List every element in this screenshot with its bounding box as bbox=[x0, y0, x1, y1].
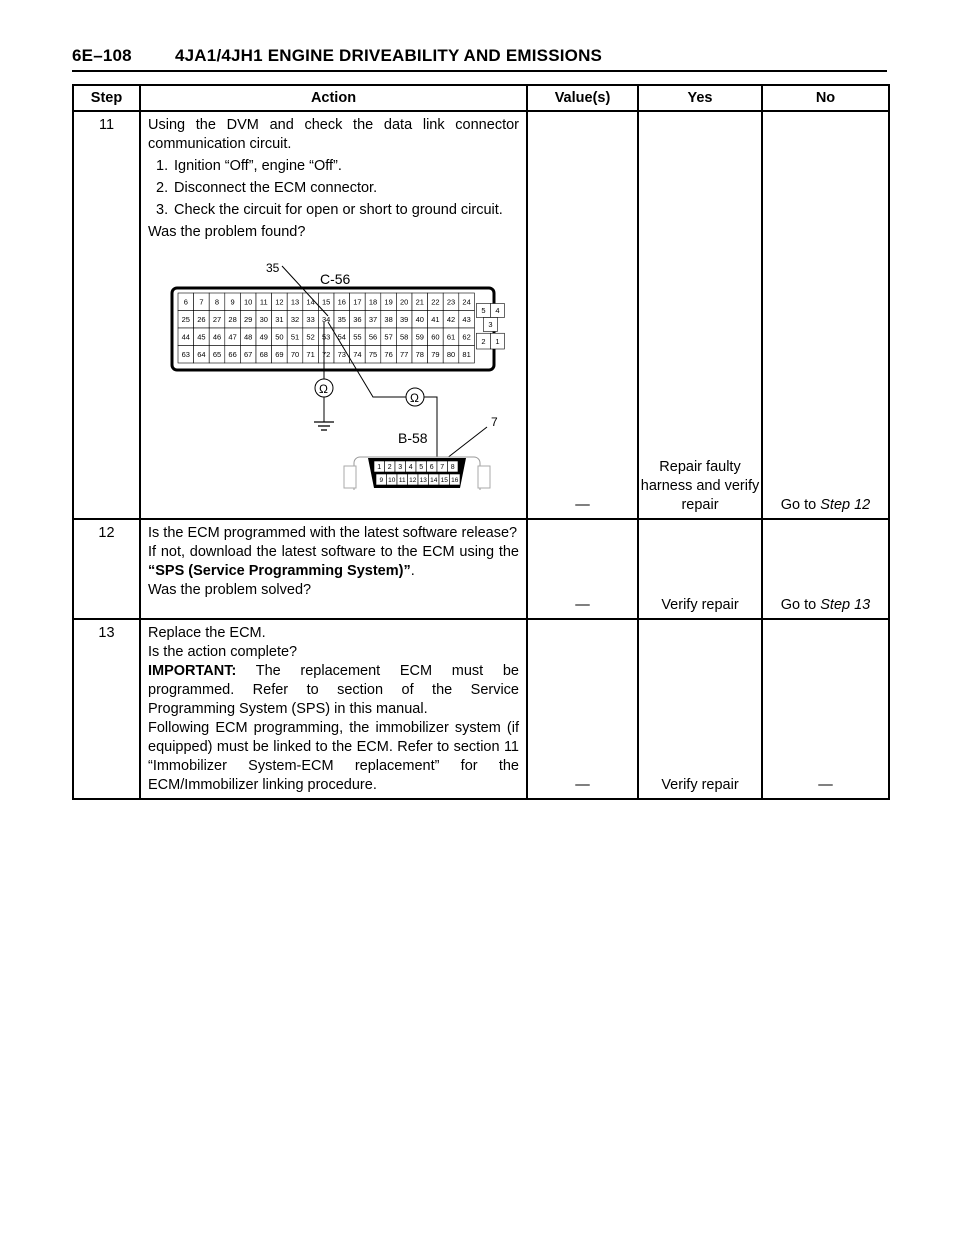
pin-number: 64 bbox=[197, 349, 206, 359]
pin-number: 32 bbox=[290, 314, 300, 324]
pin-number: 12 bbox=[275, 297, 284, 307]
pin-number: 40 bbox=[415, 314, 424, 324]
svg-text:Ω: Ω bbox=[410, 391, 419, 405]
yes-cell: Verify repair bbox=[638, 619, 762, 799]
col-header-no: No bbox=[762, 85, 889, 111]
pin-number: 11 bbox=[259, 297, 268, 307]
action-cell: Is the ECM programmed with the latest software release? If not, download the latest software to the ECM using the “SPS (Service Programming System)”. Was the problem solved? bbox=[140, 519, 527, 619]
pin-number: 66 bbox=[228, 349, 237, 359]
pin-number: 54 bbox=[337, 332, 346, 342]
pin-number: 7 bbox=[440, 464, 445, 472]
pin-number: 75 bbox=[368, 349, 378, 359]
pin-number: 11 bbox=[398, 476, 406, 484]
pin-number: 47 bbox=[228, 332, 237, 342]
col-header-values: Value(s) bbox=[527, 85, 638, 111]
pin-number: 3 bbox=[488, 320, 493, 330]
value-cell: — bbox=[527, 619, 638, 799]
pin-number: 15 bbox=[322, 297, 331, 307]
pin-number: 38 bbox=[384, 314, 393, 324]
pin-number: 3 bbox=[398, 464, 403, 472]
pin-number: 60 bbox=[431, 332, 440, 342]
pin-number: 27 bbox=[212, 314, 222, 324]
pin-number: 16 bbox=[337, 297, 346, 307]
pin-number: 9 bbox=[379, 476, 384, 484]
pin-number: 52 bbox=[306, 332, 315, 342]
pin-number: 24 bbox=[462, 297, 471, 307]
pin-number: 13 bbox=[419, 476, 427, 484]
pin-number: 61 bbox=[446, 332, 456, 342]
dlc-pin-callout: 7 bbox=[491, 415, 498, 429]
yes-cell: Verify repair bbox=[638, 519, 762, 619]
pin-number: 46 bbox=[212, 332, 222, 342]
pin-number: 25 bbox=[181, 314, 190, 324]
pin-number: 34 bbox=[322, 314, 331, 324]
pin-number: 63 bbox=[181, 349, 190, 359]
pin-number: 37 bbox=[368, 314, 378, 324]
table-header-row bbox=[73, 85, 889, 111]
table-row-step-11 bbox=[73, 111, 889, 519]
pin-number: 7 bbox=[199, 297, 204, 307]
action-cell bbox=[140, 111, 527, 519]
action-question: Was the problem solved? bbox=[148, 582, 312, 598]
pin-number: 76 bbox=[384, 349, 393, 359]
pin-number: 56 bbox=[368, 332, 378, 342]
pin-number: 70 bbox=[290, 349, 300, 359]
page-title: 4JA1/4JH1 ENGINE DRIVEABILITY AND EMISSIONS bbox=[175, 46, 603, 65]
pin-number: 62 bbox=[462, 332, 471, 342]
pin-number: 14 bbox=[306, 297, 315, 307]
pin-number: 45 bbox=[197, 332, 206, 342]
pin-number: 33 bbox=[306, 314, 315, 324]
pin-number: 14 bbox=[430, 476, 438, 484]
pin-number: 58 bbox=[400, 332, 409, 342]
pin-number: 29 bbox=[244, 314, 253, 324]
pin-number: 79 bbox=[431, 349, 440, 359]
no-cell: Go to Step 12 bbox=[762, 111, 889, 519]
pin-number: 26 bbox=[197, 314, 206, 324]
pin-number: 43 bbox=[462, 314, 471, 324]
pin-number: 48 bbox=[244, 332, 253, 342]
ecm-pin-callout: 35 bbox=[266, 261, 280, 275]
pin-number: 36 bbox=[353, 314, 362, 324]
pin-number: 19 bbox=[384, 297, 393, 307]
pin-number: 12 bbox=[409, 476, 417, 484]
value-cell: — bbox=[527, 111, 638, 519]
page-header bbox=[72, 44, 887, 72]
pin-number: 68 bbox=[259, 349, 268, 359]
dlc-connector-label: B-58 bbox=[398, 430, 428, 446]
pin-number: 1 bbox=[377, 464, 382, 472]
pin-number: 31 bbox=[275, 314, 284, 324]
pin-number: 53 bbox=[322, 332, 331, 342]
col-header-action: Action bbox=[140, 85, 527, 111]
pin-number: 59 bbox=[415, 332, 424, 342]
pin-number: 15 bbox=[440, 476, 448, 484]
pin-number: 30 bbox=[259, 314, 268, 324]
pin-number: 8 bbox=[214, 297, 220, 307]
pin-number: 18 bbox=[368, 297, 378, 307]
pin-number: 78 bbox=[415, 349, 424, 359]
step-number: 12 bbox=[73, 519, 140, 619]
pin-number: 20 bbox=[400, 297, 409, 307]
ecm-pin-grid bbox=[178, 293, 504, 363]
pin-number: 57 bbox=[384, 332, 393, 342]
pin-number: 41 bbox=[431, 314, 440, 324]
step-number: 13 bbox=[73, 619, 140, 799]
pin-number: 72 bbox=[322, 349, 331, 359]
pin-number: 10 bbox=[388, 476, 396, 484]
col-header-yes: Yes bbox=[638, 85, 762, 111]
no-cell: Go to Step 13 bbox=[762, 519, 889, 619]
pin-number: 9 bbox=[230, 297, 235, 307]
pin-number: 17 bbox=[353, 297, 362, 307]
pin-number: 73 bbox=[337, 349, 346, 359]
pin-number: 23 bbox=[446, 297, 456, 307]
step-link: Step 13 bbox=[820, 597, 871, 613]
pin-number: 42 bbox=[446, 314, 456, 324]
pin-number: 2 bbox=[481, 336, 486, 346]
pin-number: 21 bbox=[415, 297, 424, 307]
ground-icon bbox=[314, 422, 334, 430]
connector-diagram bbox=[148, 252, 520, 490]
no-cell: — bbox=[762, 619, 889, 799]
pin-number: 1 bbox=[495, 336, 500, 346]
table-row-step-13 bbox=[73, 619, 889, 799]
pin-number: 5 bbox=[481, 306, 486, 316]
pin-number: 71 bbox=[306, 349, 315, 359]
pin-number: 50 bbox=[275, 332, 284, 342]
action-cell: Replace the ECM. Is the action complete? IMPORTANT: The replacement ECM must be programmed. Refer to section of the Service Programming System (SPS) in this manual. Following ECM programming, the immobilizer system (if equipped) must be linked to the ECM. Refer to section 11 “Immobilizer System-ECM replacement” for the ECM/Immobilizer linking procedure. bbox=[140, 619, 527, 799]
pin-number: 51 bbox=[290, 332, 300, 342]
pin-number: 6 bbox=[429, 464, 434, 472]
pin-number: 4 bbox=[495, 306, 500, 316]
pin-number: 74 bbox=[353, 349, 362, 359]
ecm-connector-label: C-56 bbox=[320, 271, 351, 287]
pin-number: 80 bbox=[446, 349, 456, 359]
pin-number: 4 bbox=[408, 464, 413, 472]
pin-number: 55 bbox=[353, 332, 362, 342]
substep: 1. Ignition “Off”, engine “Off”. bbox=[156, 158, 342, 174]
pin-number: 2 bbox=[387, 464, 392, 472]
step-number: 11 bbox=[73, 111, 140, 519]
action-intro: Using the DVM and check the data link connector communication circuit. bbox=[148, 117, 519, 152]
pin-number: 35 bbox=[337, 314, 346, 324]
value-cell: — bbox=[527, 519, 638, 619]
important-label: IMPORTANT: bbox=[148, 663, 237, 679]
substep: 3. Check the circuit for open or short to ground circuit. bbox=[156, 202, 503, 218]
pin-number: 65 bbox=[212, 349, 222, 359]
pin-number: 39 bbox=[400, 314, 409, 324]
pin-number: 8 bbox=[450, 464, 455, 472]
substep: 2. Disconnect the ECM connector. bbox=[156, 180, 378, 196]
table-row-step-12 bbox=[73, 519, 889, 619]
pin-number: 49 bbox=[259, 332, 268, 342]
pin-number: 10 bbox=[244, 297, 253, 307]
pin-number: 67 bbox=[244, 349, 253, 359]
pin-number: 69 bbox=[275, 349, 284, 359]
yes-cell: Repair faulty harness and verify repair bbox=[638, 111, 762, 519]
pin-number: 44 bbox=[181, 332, 190, 342]
pin-number: 28 bbox=[228, 314, 237, 324]
pin-number: 77 bbox=[400, 349, 409, 359]
pin-number: 22 bbox=[431, 297, 440, 307]
pin-number: 81 bbox=[462, 349, 471, 359]
step-link: Step 12 bbox=[820, 497, 871, 513]
page-number: 6E–108 bbox=[72, 46, 132, 65]
pin-number: 16 bbox=[451, 476, 459, 484]
action-question: Was the problem found? bbox=[148, 224, 306, 240]
pin-number: 6 bbox=[183, 297, 188, 307]
diagnostic-table bbox=[72, 84, 890, 800]
pin-number: 13 bbox=[290, 297, 300, 307]
svg-text:Ω: Ω bbox=[319, 382, 328, 396]
col-header-step: Step bbox=[73, 85, 140, 111]
pin-number: 5 bbox=[419, 464, 424, 472]
